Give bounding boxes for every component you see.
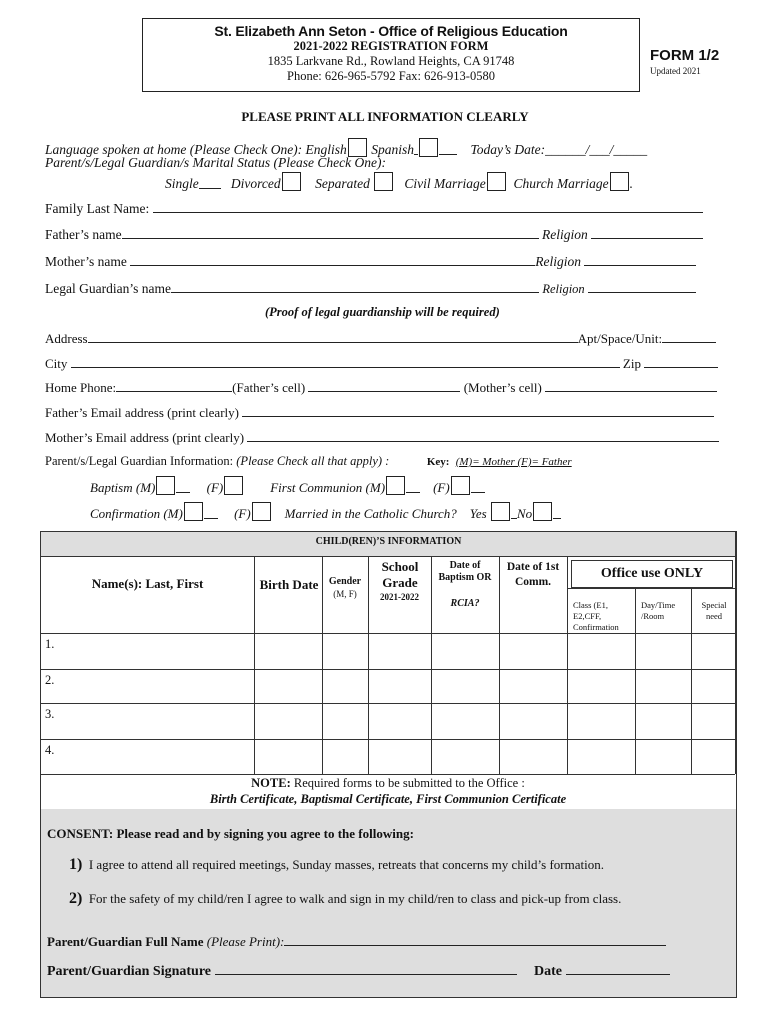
mother-cell-field[interactable] — [545, 379, 717, 392]
consent-item-1 — [69, 856, 604, 874]
father-religion-label: Religion — [541, 227, 588, 242]
table-title: CHILD(REN)’S INFORMATION — [315, 536, 462, 547]
guardian-print-label: Parent/Guardian Full Name — [47, 934, 204, 949]
baptism-f-checkbox[interactable] — [224, 476, 243, 495]
father-name-field[interactable] — [122, 226, 539, 239]
child-row-4[interactable]: 4. — [45, 743, 55, 757]
father-email-label: Father’s Email address (print clearly) — [45, 405, 239, 420]
yes-label: Yes — [469, 506, 487, 521]
mother-religion-field[interactable] — [584, 253, 696, 266]
civil-label: Civil Marriage — [404, 176, 486, 191]
mother-cell-label: (Mother’s cell) — [463, 380, 542, 395]
baptism-label: Baptism (M) — [90, 480, 156, 495]
header-box — [142, 18, 640, 92]
consent-item-2 — [69, 890, 621, 908]
yes-checkbox[interactable] — [491, 502, 510, 521]
father-name-row — [45, 226, 703, 243]
parent-info-check: (Please Check all that apply) : — [236, 454, 390, 468]
guardian-religion-label: Religion — [542, 282, 585, 296]
child-row-3[interactable]: 3. — [45, 707, 55, 721]
separated-checkbox[interactable] — [374, 172, 393, 191]
col-school-header: School Grade — [381, 559, 419, 590]
office-special: Special need — [701, 600, 727, 621]
col-baptism-header: Date of Baptism OR — [438, 560, 492, 583]
mother-email-label: Mother’s Email address (print clearly) — [45, 430, 245, 445]
guardian-name-field[interactable] — [171, 280, 539, 293]
col-comm-header: Date of 1st Comm. — [506, 561, 560, 588]
form-number: FORM 1/2 — [650, 47, 720, 64]
single-blank[interactable] — [199, 176, 221, 189]
fc-f-checkbox[interactable] — [451, 476, 470, 495]
conf-f-label: (F) — [234, 506, 251, 521]
address-row — [45, 330, 716, 347]
form-name: 2021-2022 REGISTRATION FORM — [293, 39, 489, 53]
married-church-label: Married in the Catholic Church? — [284, 506, 457, 521]
school-phone: Phone: 626-965-5792 Fax: 626-913-0580 — [287, 69, 495, 83]
phone-row — [45, 379, 717, 396]
fc-f-label: (F) — [433, 480, 450, 495]
city-row — [45, 355, 718, 372]
child-row-2[interactable]: 2. — [45, 673, 55, 687]
col-school-sub: 2021-2022 — [380, 592, 419, 602]
school-address: 1835 Larkvane Rd., Rowland Heights, CA 91748 — [267, 54, 515, 68]
confirmation-row — [90, 502, 561, 522]
consent-text-2: For the safety of my child/ren I agree to walk and sign in my child/ren to class and pick-up from class. — [88, 891, 622, 906]
marital-label: Parent/s/Legal Guardian/s Marital Status (Please Check One): — [45, 155, 386, 170]
school-title: St. Elizabeth Ann Seton - Office of Religious Education — [214, 23, 568, 39]
first-communion-label: First Communion (M) — [270, 480, 386, 495]
father-email-field[interactable] — [242, 404, 714, 417]
baptism-row — [90, 476, 485, 496]
note-certs: Birth Certificate, Baptismal Certificate, First Communion Certificate — [209, 792, 567, 806]
signature-field[interactable] — [215, 962, 517, 975]
church-checkbox[interactable] — [610, 172, 629, 191]
divorced-checkbox[interactable] — [282, 172, 301, 191]
date-label: Date — [534, 964, 563, 979]
note-line — [41, 776, 735, 791]
col-gender-header: Gender — [328, 576, 362, 587]
baptism-f-label: (F) — [206, 480, 224, 495]
date-field[interactable] — [566, 962, 670, 975]
fc-m-checkbox[interactable] — [386, 476, 405, 495]
print-instruction: PLEASE PRINT ALL INFORMATION CLEARLY — [241, 109, 529, 124]
consent-title: CONSENT: Please read and by signing you agree to the following: — [47, 826, 414, 841]
guardian-name-row — [45, 280, 696, 297]
mother-name-label: Mother’s name — [45, 254, 127, 269]
father-religion-field[interactable] — [591, 226, 703, 239]
todays-date[interactable]: Today’s Date:______/___/_____ — [470, 142, 648, 157]
family-name-field[interactable] — [153, 200, 703, 213]
civil-checkbox[interactable] — [487, 172, 506, 191]
family-name-label: Family Last Name: — [45, 201, 150, 216]
col-birth-header: Birth Date — [259, 577, 319, 592]
baptism-m-checkbox[interactable] — [156, 476, 175, 495]
proof-note: (Proof of legal guardianship will be required) — [265, 305, 500, 319]
home-phone-label: Home Phone: — [45, 380, 117, 395]
zip-label: Zip — [622, 356, 641, 371]
city-label: City — [45, 356, 68, 371]
conf-f-checkbox[interactable] — [252, 502, 271, 521]
form-updated: Updated 2021 — [650, 66, 701, 76]
spanish-checkbox[interactable] — [419, 138, 438, 157]
marital-row: Single Divorced Separated Civil Marriage Church Marriage . — [165, 172, 633, 192]
zip-field[interactable] — [644, 355, 718, 368]
consent-num-2: 2) — [69, 890, 83, 907]
family-name-row — [45, 200, 703, 217]
office-day: Day/Time /Room — [641, 600, 676, 621]
language-label: Language spoken at home (Please Check One): English — [45, 142, 347, 157]
city-field[interactable] — [71, 355, 620, 368]
guardian-print-hint: (Please Print): — [206, 934, 285, 949]
single-label: Single — [165, 176, 199, 191]
col-baptism-sub: RCIA? — [450, 598, 480, 609]
apt-label: Apt/Space/Unit: — [577, 331, 663, 346]
address-field[interactable] — [88, 330, 578, 343]
office-class: Class (E1, E2,CFF, Confirmation — [573, 600, 619, 632]
parent-info-row — [45, 454, 572, 469]
mother-name-field[interactable] — [130, 253, 535, 266]
mother-email-row — [45, 429, 719, 446]
consent-text-1: I agree to attend all required meetings, Sunday masses, retreats that concerns my child’s formation. — [88, 857, 604, 872]
no-checkbox[interactable] — [533, 502, 552, 521]
apt-field[interactable] — [662, 330, 716, 343]
separated-label: Separated — [315, 176, 370, 191]
guardian-print-row — [47, 933, 666, 950]
divorced-label: Divorced — [230, 176, 281, 191]
consent-section — [40, 809, 737, 998]
child-row-1[interactable]: 1. — [45, 637, 55, 651]
parent-info-label: Parent/s/Legal Guardian Information: — [45, 454, 234, 468]
guardian-religion-field[interactable] — [588, 280, 696, 293]
father-email-row — [45, 404, 714, 421]
guardian-print-field[interactable] — [284, 933, 666, 946]
no-label: No — [516, 506, 533, 521]
key-text: (M)= Mother (F)= Father — [455, 456, 572, 468]
signature-label: Parent/Guardian Signature — [47, 964, 212, 979]
conf-m-checkbox[interactable] — [184, 502, 203, 521]
address-label: Address — [45, 331, 88, 346]
mother-religion-label: Religion — [535, 254, 581, 269]
signature-row — [47, 962, 670, 980]
key-label: Key: — [426, 456, 450, 468]
children-table — [40, 531, 737, 811]
spanish-label: Spanish — [371, 142, 414, 157]
confirmation-label: Confirmation (M) — [90, 506, 183, 521]
home-phone-field[interactable] — [116, 379, 232, 392]
consent-num-1: 1) — [69, 856, 83, 873]
father-cell-field[interactable] — [308, 379, 460, 392]
office-box — [571, 560, 733, 588]
note-text: Required forms to be submitted to the Office : — [290, 776, 525, 790]
mother-email-field[interactable] — [247, 429, 719, 442]
church-label: Church Marriage — [513, 176, 609, 191]
office-use-label: Office use ONLY — [600, 566, 704, 581]
col-name-header: Name(s): Last, First — [91, 576, 204, 591]
father-cell-label: (Father’s cell) — [232, 380, 306, 395]
note-label: NOTE: — [251, 776, 291, 790]
mother-name-row — [45, 253, 696, 270]
guardian-name-label: Legal Guardian’s name — [45, 281, 171, 296]
col-gender-sub: (M, F) — [333, 589, 357, 599]
father-name-label: Father’s name — [45, 227, 122, 242]
